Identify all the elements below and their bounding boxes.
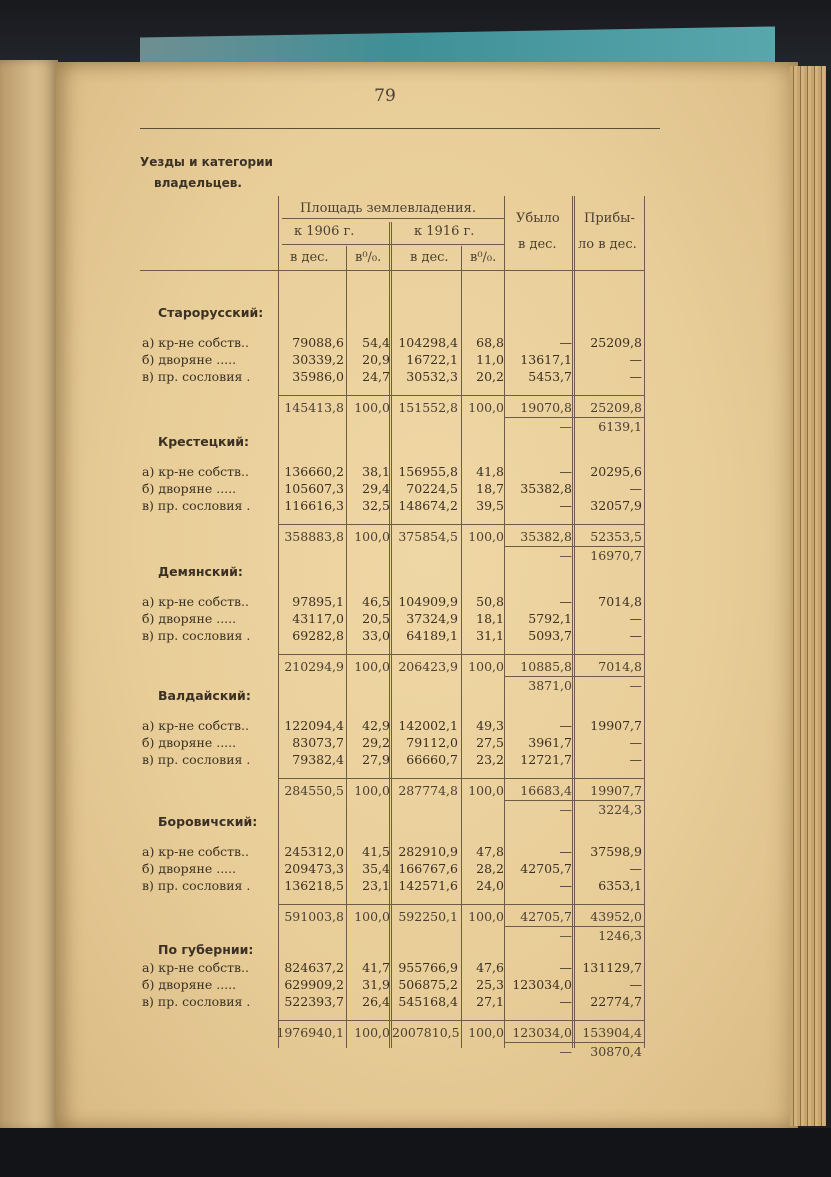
row-label: в) пр. сословия . xyxy=(142,498,251,513)
cell-loss: 35382,8 xyxy=(520,481,572,496)
net-loss: 3871,0 xyxy=(528,678,572,693)
total-gain: 7014,8 xyxy=(598,659,642,674)
cell-p06: 31,9 xyxy=(362,977,390,992)
total-gain: 19907,7 xyxy=(590,783,642,798)
cell-p06: 20,5 xyxy=(362,611,390,626)
cell-gain: 6353,1 xyxy=(598,878,642,893)
cell-p06: 23,1 xyxy=(362,878,390,893)
cell-n06: 35986,0 xyxy=(292,369,344,384)
net-row xyxy=(0,678,831,694)
cell-n06: 245312,0 xyxy=(284,844,344,859)
cell-n06: 136218,5 xyxy=(284,878,344,893)
total-row xyxy=(0,659,831,675)
total-n16: 2007810,5 xyxy=(392,1025,460,1040)
net-rule xyxy=(504,1042,644,1043)
cell-n06: 522393,7 xyxy=(284,994,344,1009)
total-p16: 100,0 xyxy=(468,909,504,924)
total-p06: 100,0 xyxy=(354,909,390,924)
cell-n06: 83073,7 xyxy=(292,735,344,750)
net-loss: — xyxy=(559,802,572,817)
cell-gain: 37598,9 xyxy=(590,844,642,859)
cell-p06: 41,7 xyxy=(362,960,390,975)
header-gain-line2: ло в дес. xyxy=(578,237,637,252)
row-label: в) пр. сословия . xyxy=(142,878,251,893)
page-number: 79 xyxy=(374,86,396,106)
table-row xyxy=(0,498,831,514)
header-year-1916: к 1916 г. xyxy=(414,224,475,239)
net-gain: — xyxy=(629,678,642,693)
row-label: а) кр-не собств.. xyxy=(142,464,249,479)
net-rule xyxy=(504,417,644,418)
total-n06: 284550,5 xyxy=(284,783,344,798)
cell-n16: 30532,3 xyxy=(406,369,458,384)
total-n16: 375854,5 xyxy=(398,529,458,544)
total-rule xyxy=(278,524,644,525)
total-p16: 100,0 xyxy=(468,659,504,674)
section-title: Демянский: xyxy=(158,564,243,579)
header-unit-des-1916: в дес. xyxy=(410,250,449,265)
cell-gain: — xyxy=(629,352,642,367)
header-unit-pct-1916: в⁰/₀. xyxy=(470,250,497,265)
total-row xyxy=(0,1025,831,1041)
cell-p16: 50,8 xyxy=(476,594,504,609)
cell-n16: 79112,0 xyxy=(406,735,458,750)
cell-loss: — xyxy=(559,960,572,975)
total-gain: 43952,0 xyxy=(590,909,642,924)
cell-n16: 104909,9 xyxy=(398,594,458,609)
cell-gain: — xyxy=(629,977,642,992)
net-row xyxy=(0,802,831,818)
section-title: Крестецкий: xyxy=(158,434,250,449)
total-p06: 100,0 xyxy=(354,529,390,544)
net-gain: 3224,3 xyxy=(598,802,642,817)
table-row xyxy=(0,369,831,385)
cell-loss: 42705,7 xyxy=(520,861,572,876)
total-p16: 100,0 xyxy=(468,529,504,544)
row-label: а) кр-не собств.. xyxy=(142,844,249,859)
cell-n16: 64189,1 xyxy=(406,628,458,643)
row-label: б) дворяне ..... xyxy=(142,861,237,876)
total-gain: 52353,5 xyxy=(590,529,642,544)
total-n06: 358883,8 xyxy=(284,529,344,544)
table-row xyxy=(0,481,831,497)
total-p16: 100,0 xyxy=(468,1025,504,1040)
row-label: б) дворяне ..... xyxy=(142,735,237,750)
total-row xyxy=(0,529,831,545)
cell-n06: 43117,0 xyxy=(292,611,344,626)
table-row xyxy=(0,464,831,480)
cell-n16: 166767,6 xyxy=(398,861,458,876)
total-rule xyxy=(278,904,644,905)
cell-p16: 23,2 xyxy=(476,752,504,767)
table-row xyxy=(0,735,831,751)
cell-n16: 506875,2 xyxy=(398,977,458,992)
header-districts xyxy=(140,152,282,194)
total-p06: 100,0 xyxy=(354,1025,390,1040)
cell-p06: 41,5 xyxy=(362,844,390,859)
total-p16: 100,0 xyxy=(468,400,504,415)
cell-loss: 12721,7 xyxy=(520,752,572,767)
cell-loss: — xyxy=(559,464,572,479)
table-row xyxy=(0,994,831,1010)
cell-loss: 13617,1 xyxy=(520,352,572,367)
total-n16: 287774,8 xyxy=(398,783,458,798)
cell-gain: 131129,7 xyxy=(582,960,642,975)
cell-n16: 16722,1 xyxy=(406,352,458,367)
table-row xyxy=(0,977,831,993)
total-n06: 591003,8 xyxy=(284,909,344,924)
cell-loss: — xyxy=(559,498,572,513)
net-gain: 30870,4 xyxy=(590,1044,642,1059)
cell-loss: — xyxy=(559,594,572,609)
cell-p06: 24,7 xyxy=(362,369,390,384)
cell-n06: 824637,2 xyxy=(284,960,344,975)
cell-n06: 97895,1 xyxy=(292,594,344,609)
row-label: а) кр-не собств.. xyxy=(142,718,249,733)
cell-p16: 47,6 xyxy=(476,960,504,975)
cell-n16: 142571,6 xyxy=(398,878,458,893)
header-loss-line2: в дес. xyxy=(518,237,557,252)
header-year-1906: к 1906 г. xyxy=(294,224,355,239)
cell-n16: 156955,8 xyxy=(398,464,458,479)
cell-p06: 29,2 xyxy=(362,735,390,750)
cell-p06: 42,9 xyxy=(362,718,390,733)
cell-gain: — xyxy=(629,369,642,384)
header-gain-line1: Прибы- xyxy=(584,211,635,226)
table-row xyxy=(0,594,831,610)
row-label: б) дворяне ..... xyxy=(142,977,237,992)
cell-n16: 66660,7 xyxy=(406,752,458,767)
total-p06: 100,0 xyxy=(354,400,390,415)
header-unit-pct-1906: в⁰/₀. xyxy=(355,250,382,265)
net-row xyxy=(0,419,831,435)
net-gain: 1246,3 xyxy=(598,928,642,943)
cell-n16: 37324,9 xyxy=(406,611,458,626)
net-gain: 6139,1 xyxy=(598,419,642,434)
cell-gain: 22774,7 xyxy=(590,994,642,1009)
table-row xyxy=(0,628,831,644)
net-loss: — xyxy=(559,928,572,943)
total-loss: 19070,8 xyxy=(520,400,572,415)
cell-p16: 28,2 xyxy=(476,861,504,876)
cell-p16: 31,1 xyxy=(476,628,504,643)
section-title: По губернии: xyxy=(158,942,254,957)
total-loss: 123034,0 xyxy=(512,1025,572,1040)
cell-p16: 47,8 xyxy=(476,844,504,859)
cell-p16: 20,2 xyxy=(476,369,504,384)
total-loss: 16683,4 xyxy=(520,783,572,798)
cell-gain: 19907,7 xyxy=(590,718,642,733)
total-n06: 210294,9 xyxy=(284,659,344,674)
cell-n06: 69282,8 xyxy=(292,628,344,643)
net-rule xyxy=(504,676,644,677)
cell-p16: 25,3 xyxy=(476,977,504,992)
header-unit-des-1906: в дес. xyxy=(290,250,329,265)
cell-n16: 148674,2 xyxy=(398,498,458,513)
cell-p06: 38,1 xyxy=(362,464,390,479)
total-row xyxy=(0,400,831,416)
total-row xyxy=(0,909,831,925)
row-label: в) пр. сословия . xyxy=(142,369,251,384)
total-gain: 153904,4 xyxy=(582,1025,642,1040)
cell-loss: 123034,0 xyxy=(512,977,572,992)
cell-n06: 209473,3 xyxy=(284,861,344,876)
cell-p06: 35,4 xyxy=(362,861,390,876)
cell-n06: 105607,3 xyxy=(284,481,344,496)
cell-n16: 955766,9 xyxy=(398,960,458,975)
cell-gain: 32057,9 xyxy=(590,498,642,513)
cell-n16: 104298,4 xyxy=(398,335,458,350)
section-title: Валдайский: xyxy=(158,688,251,703)
row-label: б) дворяне ..... xyxy=(142,481,237,496)
cell-gain: — xyxy=(629,752,642,767)
net-rule xyxy=(504,546,644,547)
total-row xyxy=(0,783,831,799)
cell-p16: 24,0 xyxy=(476,878,504,893)
cell-gain: — xyxy=(629,481,642,496)
net-loss: — xyxy=(559,419,572,434)
net-gain: 16970,7 xyxy=(590,548,642,563)
row-label: в) пр. сословия . xyxy=(142,994,251,1009)
cell-loss: 5792,1 xyxy=(528,611,572,626)
cell-gain: 25209,8 xyxy=(590,335,642,350)
table-row xyxy=(0,718,831,734)
cell-p16: 41,8 xyxy=(476,464,504,479)
cell-p06: 29,4 xyxy=(362,481,390,496)
total-rule xyxy=(278,1020,644,1021)
net-loss: — xyxy=(559,548,572,563)
cell-p06: 26,4 xyxy=(362,994,390,1009)
total-rule xyxy=(278,654,644,655)
cell-p16: 18,7 xyxy=(476,481,504,496)
backdrop-bottom xyxy=(0,1128,831,1177)
cell-p16: 68,8 xyxy=(476,335,504,350)
cell-p06: 54,4 xyxy=(362,335,390,350)
cell-gain: — xyxy=(629,611,642,626)
cell-p16: 18,1 xyxy=(476,611,504,626)
net-rule xyxy=(504,800,644,801)
table-row xyxy=(0,611,831,627)
row-label: а) кр-не собств.. xyxy=(142,335,249,350)
total-loss: 35382,8 xyxy=(520,529,572,544)
cell-n16: 70224,5 xyxy=(406,481,458,496)
row-label: б) дворяне ..... xyxy=(142,352,237,367)
cell-loss: 5093,7 xyxy=(528,628,572,643)
cell-p16: 27,1 xyxy=(476,994,504,1009)
total-loss: 42705,7 xyxy=(520,909,572,924)
cell-n06: 30339,2 xyxy=(292,352,344,367)
cell-p16: 39,5 xyxy=(476,498,504,513)
cell-n16: 142002,1 xyxy=(398,718,458,733)
row-label: б) дворяне ..... xyxy=(142,611,237,626)
cell-gain: — xyxy=(629,628,642,643)
net-row xyxy=(0,1044,831,1060)
cell-n06: 122094,4 xyxy=(284,718,344,733)
table-row xyxy=(0,752,831,768)
total-n06: 145413,8 xyxy=(284,400,344,415)
total-rule xyxy=(278,395,644,396)
table-row xyxy=(0,844,831,860)
cell-loss: — xyxy=(559,844,572,859)
net-loss: — xyxy=(559,1044,572,1059)
cell-loss: — xyxy=(559,994,572,1009)
total-gain: 25209,8 xyxy=(590,400,642,415)
cell-n06: 79088,6 xyxy=(292,335,344,350)
net-row xyxy=(0,928,831,944)
table-row xyxy=(0,878,831,894)
section-title: Боровичский: xyxy=(158,814,258,829)
header-rule-area xyxy=(282,218,504,219)
cell-p16: 27,5 xyxy=(476,735,504,750)
cell-n06: 116616,3 xyxy=(284,498,344,513)
header-districts-line2: владельцев. xyxy=(154,176,242,190)
cell-p06: 33,0 xyxy=(362,628,390,643)
total-loss: 10885,8 xyxy=(520,659,572,674)
cell-n06: 79382,4 xyxy=(292,752,344,767)
row-label: в) пр. сословия . xyxy=(142,752,251,767)
total-n06: 1976940,1 xyxy=(276,1025,344,1040)
table-row xyxy=(0,861,831,877)
total-p06: 100,0 xyxy=(354,783,390,798)
total-n16: 206423,9 xyxy=(398,659,458,674)
header-loss-line1: Убыло xyxy=(516,211,560,226)
net-rule xyxy=(504,926,644,927)
row-label: а) кр-не собств.. xyxy=(142,594,249,609)
net-row xyxy=(0,548,831,564)
table-row xyxy=(0,352,831,368)
total-n16: 592250,1 xyxy=(398,909,458,924)
cell-loss: — xyxy=(559,878,572,893)
table-row xyxy=(0,335,831,351)
section-title: Старорусский: xyxy=(158,305,264,320)
cell-n16: 282910,9 xyxy=(398,844,458,859)
cell-p16: 11,0 xyxy=(476,352,504,367)
cell-gain: 7014,8 xyxy=(598,594,642,609)
cell-loss: — xyxy=(559,718,572,733)
cell-gain: 20295,6 xyxy=(590,464,642,479)
header-area-title: Площадь землевладения. xyxy=(300,201,477,216)
cell-gain: — xyxy=(629,735,642,750)
row-label: в) пр. сословия . xyxy=(142,628,251,643)
header-districts-line1: Уезды и категории xyxy=(140,155,273,169)
cell-n06: 629909,2 xyxy=(284,977,344,992)
total-n16: 151552,8 xyxy=(398,400,458,415)
cell-loss: 5453,7 xyxy=(528,369,572,384)
cell-n06: 136660,2 xyxy=(284,464,344,479)
cell-p06: 46,5 xyxy=(362,594,390,609)
header-rule-bottom xyxy=(140,270,645,271)
cell-gain: — xyxy=(629,861,642,876)
table-row xyxy=(0,960,831,976)
cell-p06: 27,9 xyxy=(362,752,390,767)
cell-n16: 545168,4 xyxy=(398,994,458,1009)
row-label: а) кр-не собств.. xyxy=(142,960,249,975)
header-rule-years xyxy=(282,244,504,245)
total-rule xyxy=(278,778,644,779)
cell-p16: 49,3 xyxy=(476,718,504,733)
total-p06: 100,0 xyxy=(354,659,390,674)
cell-loss: — xyxy=(559,335,572,350)
total-p16: 100,0 xyxy=(468,783,504,798)
cell-loss: 3961,7 xyxy=(528,735,572,750)
cell-p06: 32,5 xyxy=(362,498,390,513)
cell-p06: 20,9 xyxy=(362,352,390,367)
